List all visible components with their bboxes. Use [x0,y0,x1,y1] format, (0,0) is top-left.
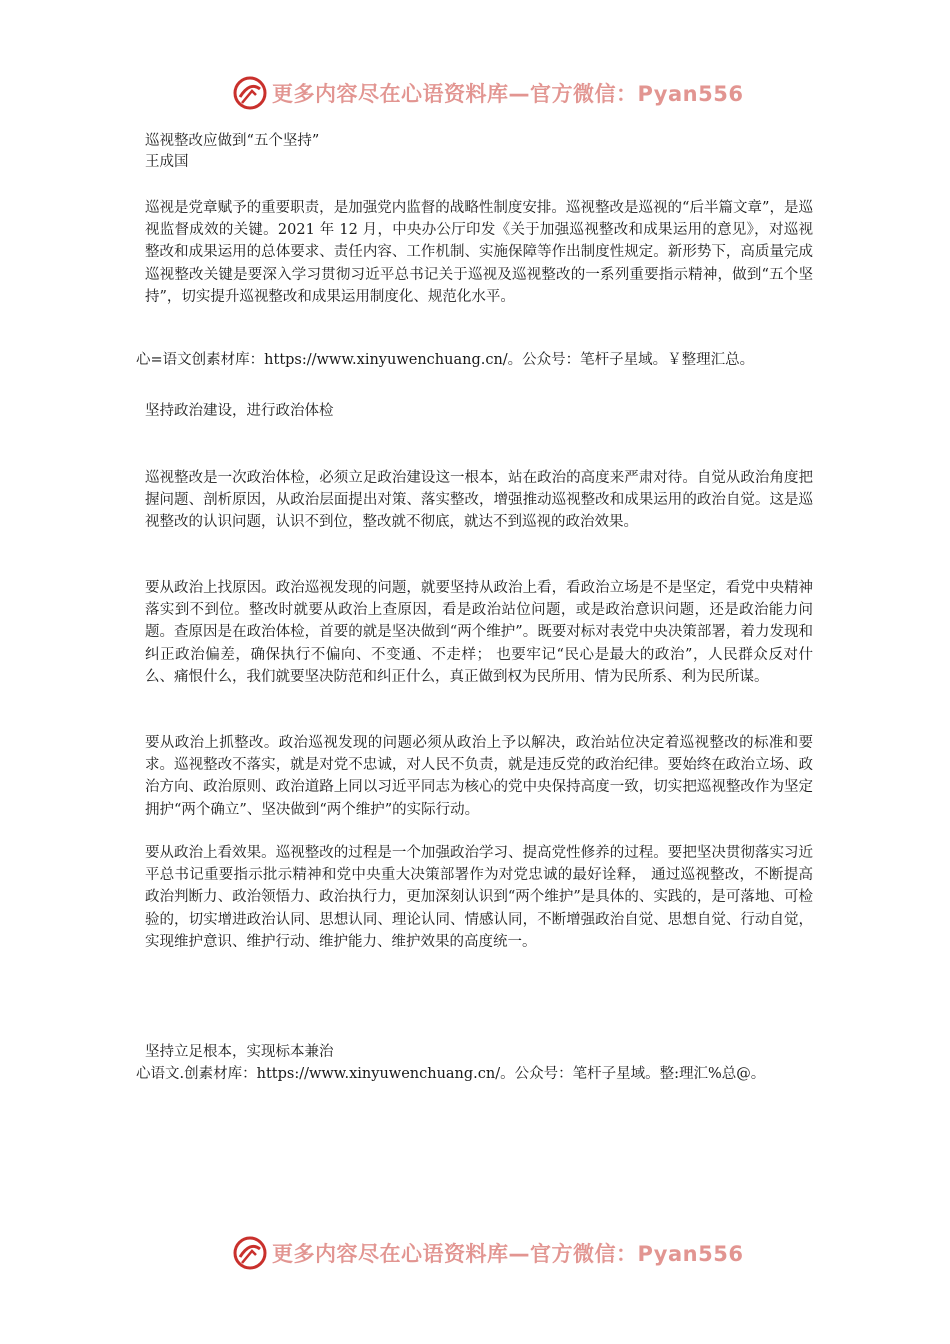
section1-paragraph-1: 巡视整改是一次政治体检，必须立足政治建设这一根本，站在政治的高度来严肃对待。自觉从政治角度把握问题、剖析原因，从政治层面提出对策、落实整改，增强推动巡视整改和成果运用的政治自觉。这是巡视整改的认识问题，认识不到位，整改就不彻底，就达不到巡视的政治效果。 [145,470,813,531]
section1-paragraph-2: 要从政治上找原因。政治巡视发现的问题，就要坚持从政治上看，看政治立场是不是坚定，看党中央精神落实到不到位。整改时就要从政治上查原因，看是政治站位问题，或是政治意识问题，还是政治能力问题。查原因是在政治体检，首要的就是坚决做到“两个维护”。既要对标对表党中央决策部署，着力发现和纠正政治偏差，确保执行不偏向、不变通、不走样； 也要牢记“民心是最大的政治”，人民群众反对什么、痛恨什么，我们就要坚决防范和纠正什么，真正做到权为民所用、情为民所系、利为民所谋。 [145,580,813,685]
footer-banner [232,1233,752,1273]
header-banner [232,73,752,113]
watermark-text-1: 心=语文创素材库：https://www.xinyuwenchuang.cn/。公众号：笔杆子星域。￥整理汇总。 [136,352,755,368]
section1-paragraph-4: 要从政治上看效果。巡视整改的过程是一个加强政治学习、提高党性修养的过程。要把坚决贯彻落实习近平总书记重要指示批示精神和党中央重大决策部署作为对党忠诚的最好诠释， 通过巡视整改，不断提高政治判断力、政治领悟力、政治执行力，更加深刻认识到“两个维护”是具体的、实践的，是可落地、可检验的，切实增进政治认同、思想认同、理论认同、情感认同，不断增强政治自觉、思想自觉、行动自觉，实现维护意识、维护行动、维护能力、维护效果的高度统一。 [145,845,813,950]
section-heading-1: 坚持政治建设，进行政治体检 [145,403,334,419]
brand-logo-icon [232,75,268,111]
banner-text: 更多内容尽在心语资料库—官方微信：Pyan556 [272,82,744,106]
banner-text: 更多内容尽在心语资料库—官方微信：Pyan556 [272,1242,744,1266]
section1-paragraph-3: 要从政治上抓整改。政治巡视发现的问题必须从政治上予以解决，政治站位决定着巡视整改的标准和要求。巡视整改不落实，就是对党不忠诚，对人民不负责，就是违反党的政治纪律。要始终在政治立场、政治方向、政治原则、政治道路上同以习近平同志为核心的党中央保持高度一致，切实把巡视整改作为坚定拥护“两个确立”、坚决做到“两个维护”的实际行动。 [145,735,813,818]
doc-author: 王成国 [145,154,189,170]
watermark-line-2: 心语文.创素材库：https://www.xinyuwenchuang.cn/。公众号：笔杆子星域。整:理汇%总@。 [136,1066,766,1082]
watermark-line-1 [136,349,754,371]
intro-paragraph: 巡视是党章赋予的重要职责，是加强党内监督的战略性制度安排。巡视整改是巡视的“后半篇文章”，是巡视监督成效的关键。2021 年 12 月，中央办公厅印发《关于加强巡视整改和成果运用的意见》，对巡视整改和成果运用的总体要求、责任内容、工作机制、实施保障等作出制度性规定。新形势下，高质量完成巡视整改关键是要深入学习贯彻习近平总书记关于巡视及巡视整改的一系列重要指示精神，做到“五个坚持”，切实提升巡视整改和成果运用制度化、规范化水平。 [145,200,813,305]
doc-title: 巡视整改应做到“五个坚持” [145,133,320,149]
brand-logo-icon [232,1235,268,1271]
section-heading-2: 坚持立足根本，实现标本兼治 [145,1044,334,1060]
